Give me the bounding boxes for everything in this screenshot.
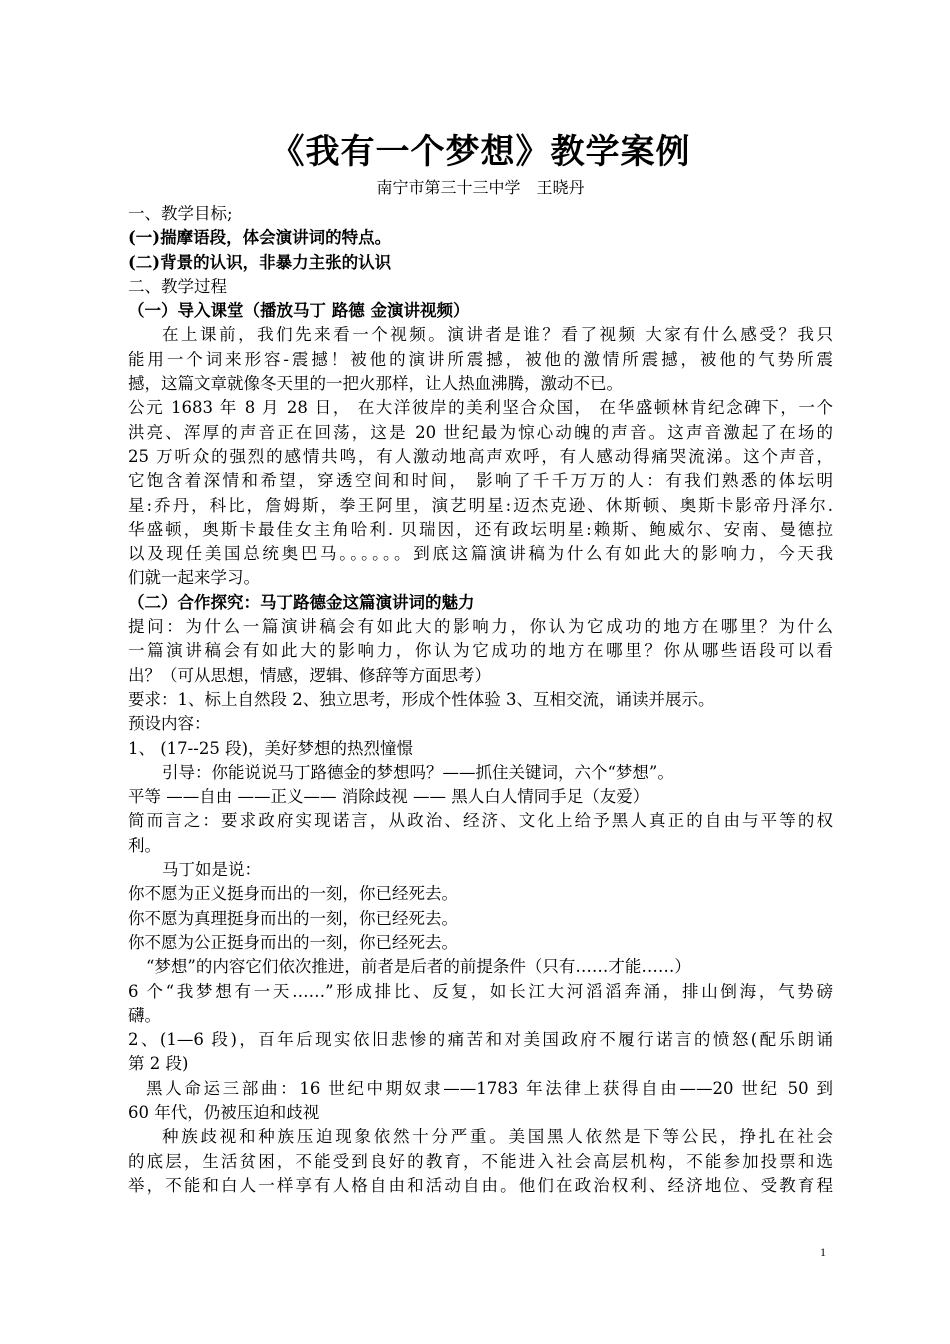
item-1-heading: 1、 (17--25 段)，美好梦想的热烈憧憬 [128, 738, 414, 758]
paragraph-line: 星:乔丹，科比，詹姆斯，拳王阿里，演艺明星:迈杰克逊、休斯顿、奥斯卡影帝丹泽尔. [128, 495, 833, 515]
paragraph-line: “梦想”的内容它们依次推进，前者是后者的前提条件（只有……才能……） [146, 957, 691, 977]
paragraph-line: 洪亮、浑厚的声音正在回荡，这是 20 世纪最为惊心动魄的声音。这声音激起了在场的 [128, 422, 833, 442]
quote-line: 你不愿为正义挺身而出的一刻，你已经死去。 [128, 884, 458, 904]
paragraph-line: 种族歧视和种族压迫现象依然十分严重。美国黑人依然是下等公民，挣扎在社会 [162, 1127, 833, 1147]
paragraph-line: 以及现任美国总统奥巴马。。。。。。到底这篇演讲稿为什么有如此大的影响力，今天我 [128, 544, 833, 564]
paragraph-line: 利。 [128, 835, 161, 855]
paragraph-line: 黑人命运三部曲：16 世纪中期奴隶——1783 年法律上获得自由——20 世纪 50 到 [146, 1078, 833, 1098]
paragraph-line: 们就一起来学习。 [128, 568, 260, 588]
paragraph-line: 出？（可从思想，情感，逻辑、修辞等方面思考） [128, 665, 491, 685]
document-body [128, 128, 833, 1198]
paragraph-line: 25 万听众的强烈的感情共鸣，有人激动地高声欢呼，有人感动得痛哭流涕。这个声音， [128, 446, 833, 466]
paragraph-line: 6 个“我梦想有一天……”形成排比、反复，如长江大河滔滔奔涌，排山倒海，气势磅 [128, 981, 833, 1001]
paragraph-line: 礴。 [128, 1005, 161, 1025]
author-line: 南宁市第三十三中学 王晓丹 [376, 178, 585, 197]
requirements-line: 要求：1、标上自然段 2、独立思考，形成个性体验 3、互相交流，诵读并展示。 [128, 689, 715, 709]
section-inquiry-heading: （二）合作探究：马丁路德金这篇演讲词的魅力 [128, 592, 475, 612]
item-2-heading: 2、(1—6 段)，百年后现实依旧悲惨的痛苦和对美国政府不履行诺言的愤怒(配乐朗诵 [128, 1030, 833, 1050]
paragraph-line: 能用一个词来形容-震撼！被他的演讲所震撼，被他的激情所震撼，被他的气势所震 [128, 349, 833, 369]
quote-line: 你不愿为真理挺身而出的一刻，你已经死去。 [128, 908, 458, 928]
paragraph-line: 一篇演讲稿会有如此大的影响力，你认为它成功的地方在哪里？你从哪些语段可以看 [128, 641, 833, 661]
paragraph-line: 它饱含着深情和希望，穿透空间和时间， 影响了千千万万的人：有我们熟悉的体坛明 [128, 471, 833, 491]
keywords-line: 平等 ——自由 ——正义—— 消除歧视 —— 黑人白人情同手足（友爱） [128, 787, 650, 807]
paragraph-line: 简而言之：要求政府实现诺言，从政治、经济、文化上给予黑人真正的自由与平等的权 [128, 811, 833, 831]
paragraph-line: 在上课前，我们先来看一个视频。演讲者是谁？看了视频 大家有什么感受？我只 [162, 325, 833, 345]
quote-line: 你不愿为公正挺身而出的一刻，你已经死去。 [128, 932, 458, 952]
heading-objectives: 一、教学目标; [128, 204, 233, 223]
item-2-heading-cont: 第 2 段) [128, 1054, 189, 1074]
objective-2: (二)背景的认识，非暴力主张的认识 [128, 252, 392, 272]
paragraph-line: 提问：为什么一篇演讲稿会有如此大的影响力，你认为它成功的地方在哪里？为什么 [128, 617, 833, 637]
preset-heading: 预设内容： [128, 714, 211, 734]
heading-process: 二、教学过程 [128, 276, 227, 296]
paragraph-line: 公元 1683 年 8 月 28 日， 在大洋彼岸的美利坚合众国， 在华盛顿林肯纪念碑下，一个 [128, 398, 833, 418]
paragraph-line: 的底层，生活贫困，不能受到良好的教育，不能进入社会高层机构，不能参加投票和选 [128, 1151, 833, 1171]
section-intro-heading: （一）导入课堂（播放马丁 路德 金演讲视频） [128, 301, 470, 321]
page-number: 1 [820, 1245, 826, 1259]
paragraph-line: 60 年代，仍被压迫和歧视 [128, 1102, 320, 1122]
objective-1: (一)揣摩语段，体会演讲词的特点。 [128, 228, 392, 248]
document-title: 《我有一个梦想》教学案例 [270, 132, 691, 172]
quote-intro: 马丁如是说： [162, 860, 261, 880]
paragraph-line: 华盛顿，奥斯卡最佳女主角哈利. 贝瑞因，还有政坛明星:赖斯、鲍威尔、安南、曼德拉 [128, 519, 833, 539]
paragraph-line: 举，不能和白人一样享有人格自由和活动自由。他们在政治权利、经济地位、受教育程 [128, 1175, 833, 1195]
guide-line: 引导：你能说说马丁路德金的梦想吗？——抓住关键词，六个“梦想”。 [162, 762, 674, 782]
paragraph-line: 撼，这篇文章就像冬天里的一把火那样，让人热血沸腾，激动不已。 [128, 374, 623, 394]
